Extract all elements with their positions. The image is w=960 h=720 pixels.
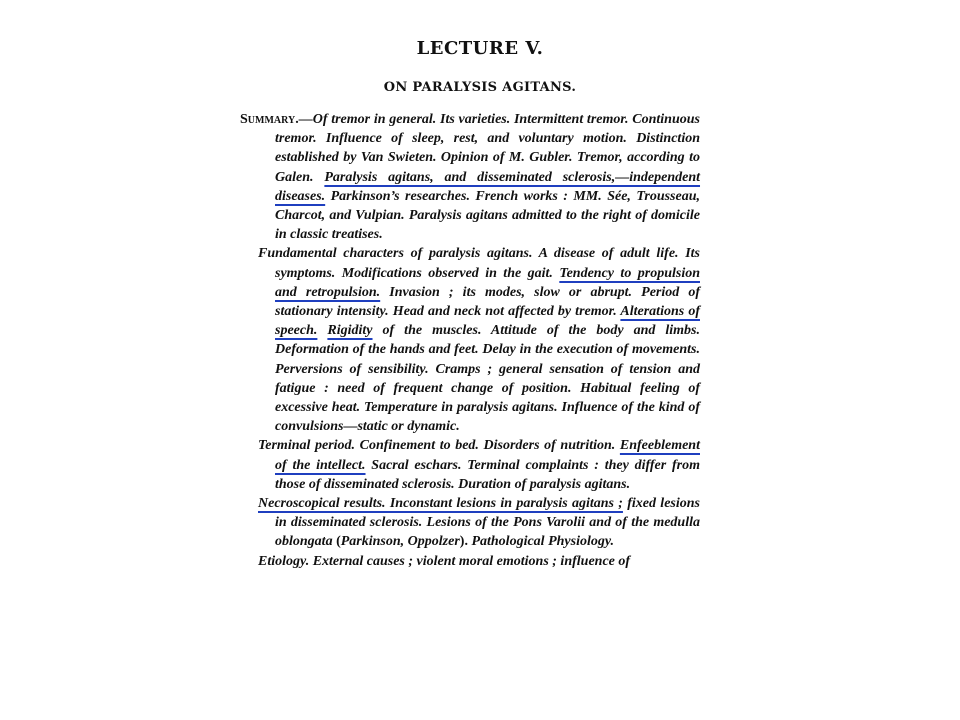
lecture-subtitle: ON PARALYSIS AGITANS.: [383, 80, 577, 95]
underlined-rigidity: Rigidity: [327, 323, 373, 339]
summary-p1-text-2: Parkinson’s researches. French works : MM. Sée, Trousseau, Charcot, and Vulpian. Paralysis agitans admitted to the right of domicile in classic treatises.: [275, 188, 700, 243]
summary-p4-names: Parkinson, Oppolzer: [340, 534, 460, 550]
lecture-heading: LECTURE V.: [416, 38, 544, 59]
summary-p2-text-1: Fundamental characters of paralysis agitans. A disease of adult life. Its symptoms. Modifications observed in the gait.: [258, 246, 700, 281]
summary-label: Summary.: [240, 112, 299, 127]
summary-p4-text-2: Pathological Physiology.: [467, 534, 615, 550]
summary-p4-text-1: fixed lesions in disseminated sclerosis. Lesions of the Pons Varolii and of the medulla oblongata: [275, 496, 700, 550]
summary-dash: —: [298, 112, 313, 127]
summary-p2-text-3: of the muscles. Attitude of the body and limbs. Deformation of the hands and feet. Delay in the execution of movements. Perversions of sensibility. Cramps ; general sensation of tension and fatigue : need of frequent change of position. Habitual feeling of excessive heat. Temperature in paralysis agitans. Influence of the kind of convulsions—static or dynamic.: [275, 323, 700, 435]
underlined-independent-diseases: Paralysis agitans, and disseminated sclerosis,—independent diseases.: [275, 169, 701, 204]
summary-paragraph-3: [240, 436, 700, 494]
summary-p4-paren-close: ).: [459, 534, 468, 550]
summary-paragraph-2: [240, 244, 700, 436]
summary-paragraph-4: [240, 494, 700, 552]
summary-paragraph-5: [240, 552, 700, 571]
summary-body: [240, 110, 700, 571]
underlined-propulsion: Tendency to propulsion and retropulsion.: [275, 265, 700, 300]
summary-p5-text-1: Etiology. External causes ; violent moral emotions ; influence of: [258, 553, 631, 569]
underlined-intellect: Enfeeblement of the intellect.: [275, 438, 700, 473]
summary-p1-text-1: Of tremor in general. Its varieties. Intermittent tremor. Continuous tremor. Influence of sleep, rest, and voluntary motion. Distinction established by Van Swieten. Opinion of M. Gubler. Tremor, according to Galen.: [275, 112, 700, 185]
summary-p2-text-2: Invasion ; its modes, slow or abrupt. Period of stationary intensity. Head and neck not affected by tremor.: [275, 284, 701, 320]
summary-p3-text-2: Sacral eschars. Terminal complaints : they differ from those of disseminated sclerosis. Duration of paralysis agitans.: [275, 457, 700, 492]
underlined-necroscopical: Necroscopical results. Inconstant lesions in paralysis agitans ;: [258, 496, 623, 512]
underlined-speech: Alterations of speech.: [275, 304, 700, 339]
summary-p3-text-1: Terminal period. Confinement to bed. Disorders of nutrition.: [258, 438, 620, 454]
summary-p2-space: [317, 323, 327, 338]
summary-paragraph-1: [240, 110, 700, 244]
summary-p4-paren-open: (: [336, 534, 341, 550]
